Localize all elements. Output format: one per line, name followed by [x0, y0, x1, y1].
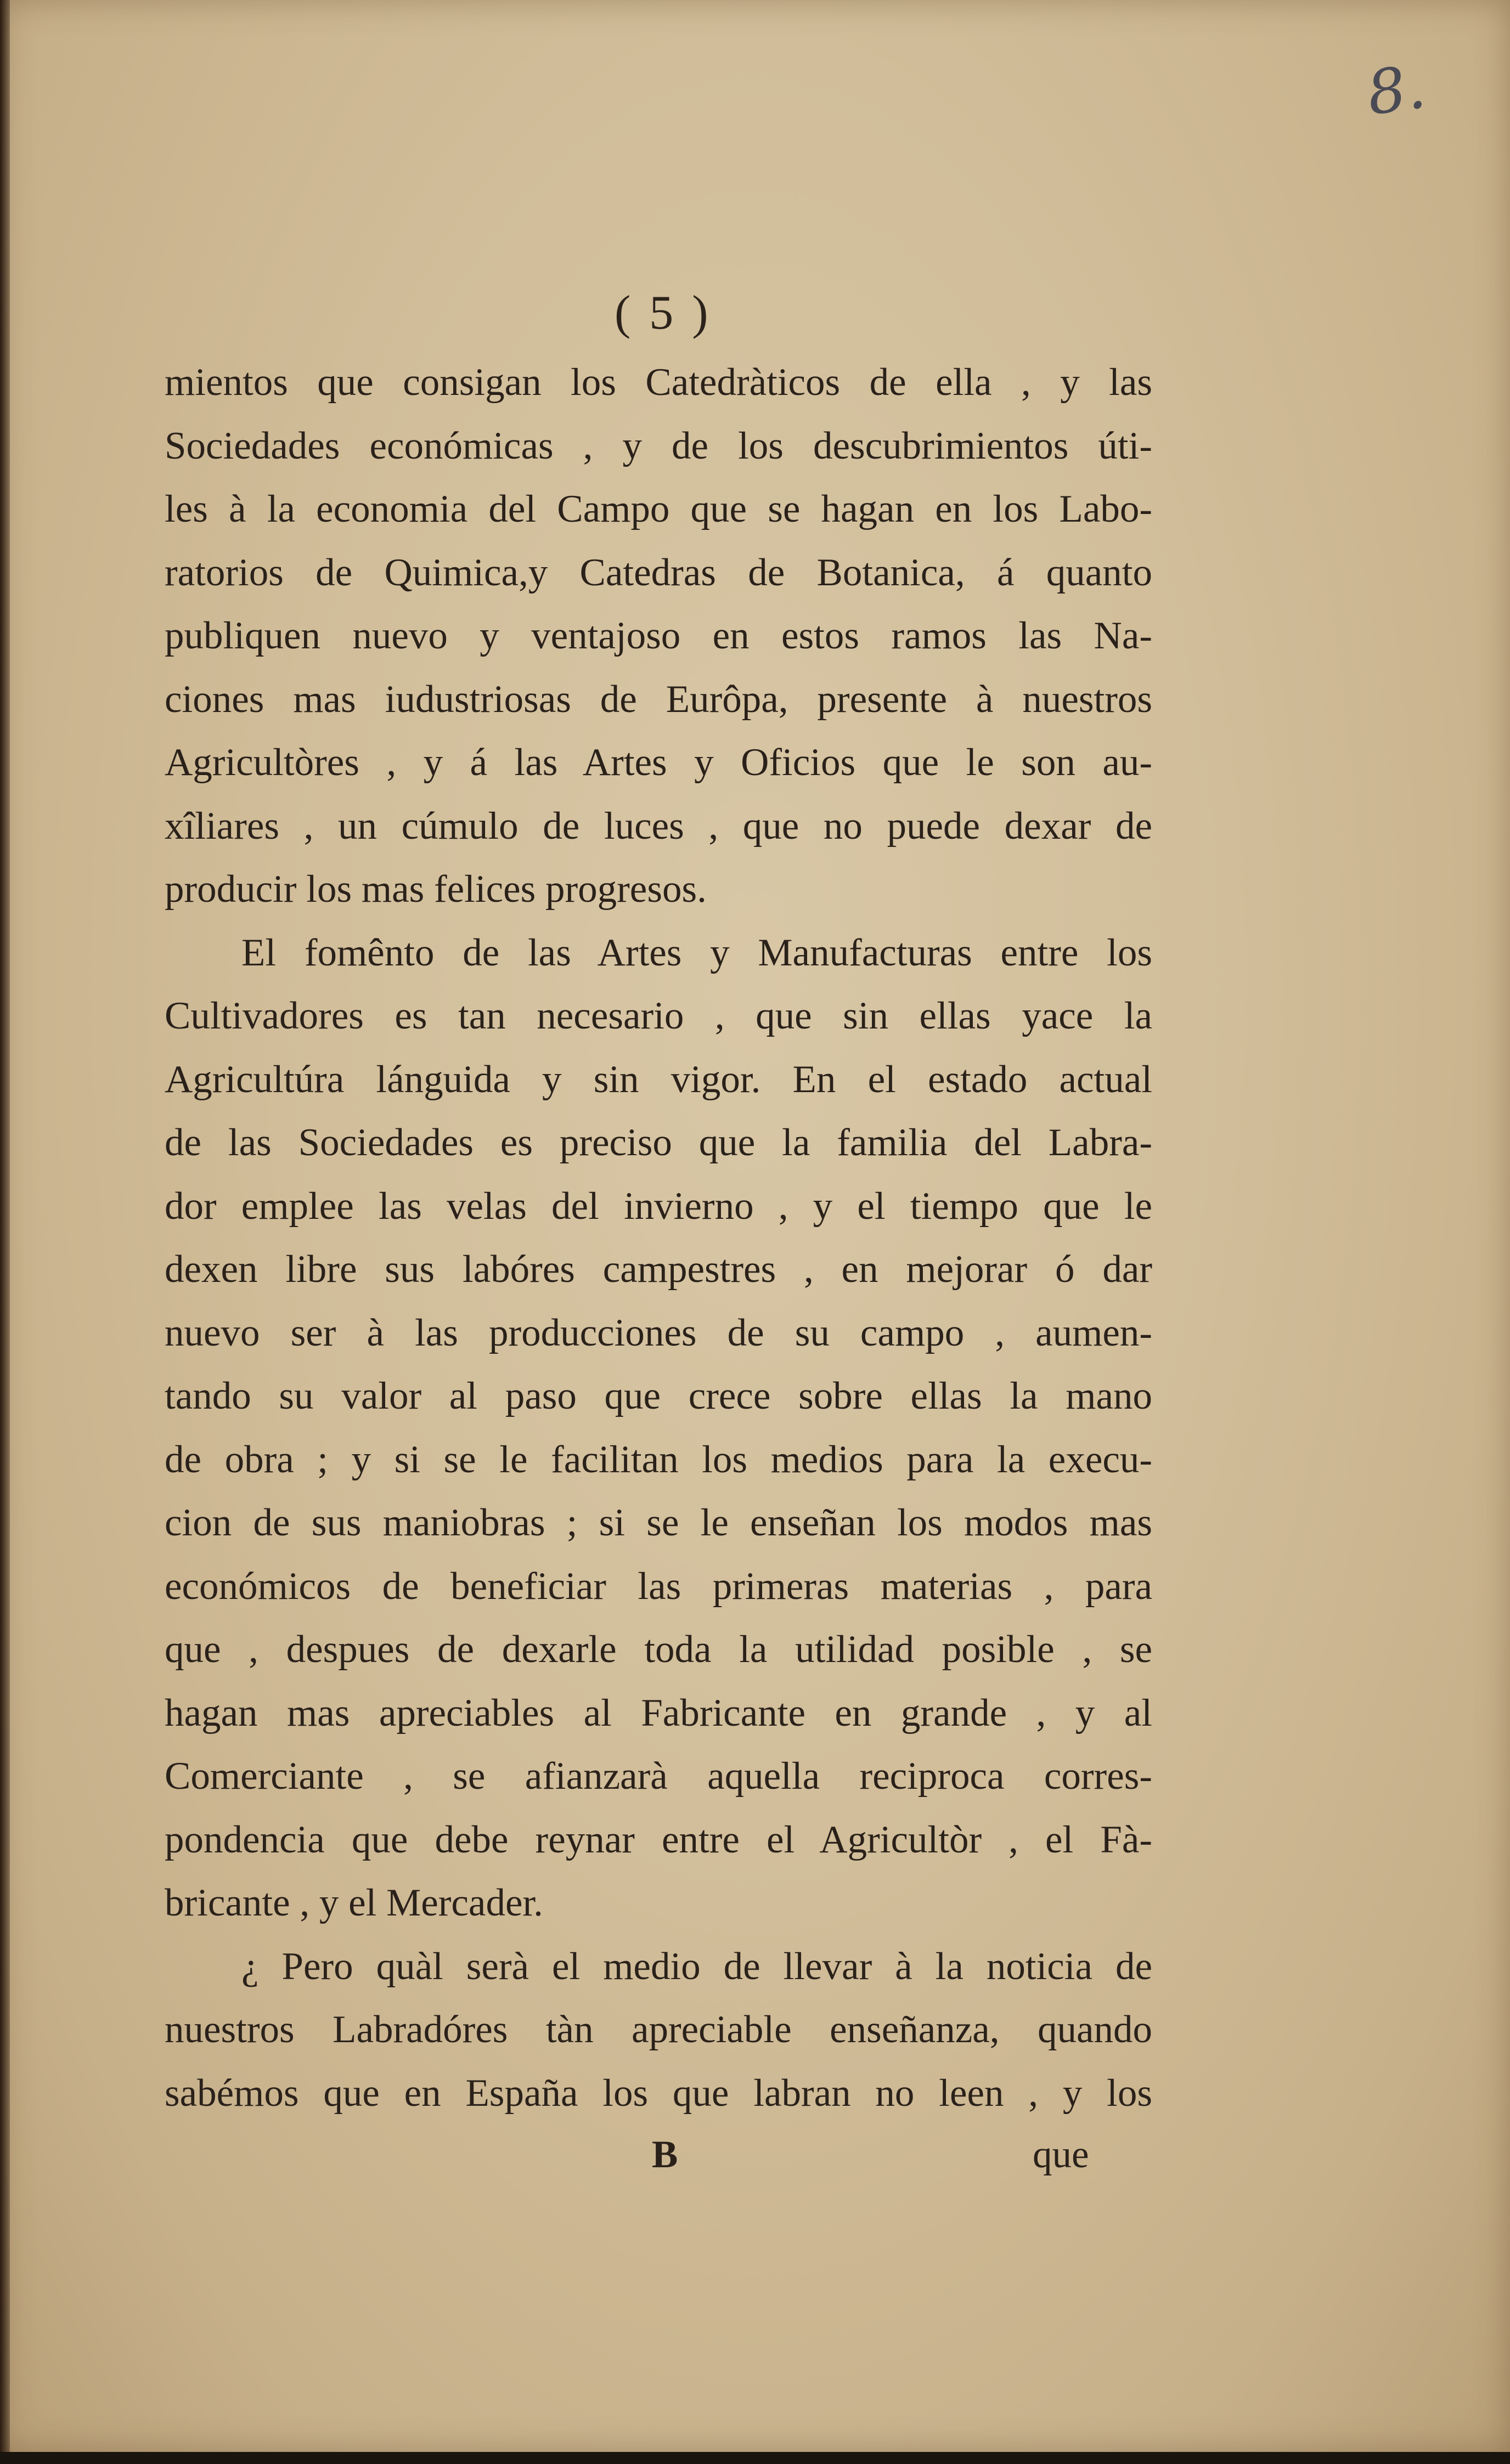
text-line: Agricultúra lánguida y sin vigor. En el estado actual: [165, 1058, 1152, 1101]
text-line: Sociedades económicas , y de los descubrimientos úti-: [165, 424, 1152, 467]
text-line: cion de sus maniobras ; si se le enseñan los modos mas: [165, 1501, 1152, 1544]
handwritten-page-number: 8.: [1362, 51, 1430, 129]
text-line: El fomênto de las Artes y Manufacturas entre los: [241, 931, 1152, 974]
text-line: sabémos que en España los que labran no leen , y los: [165, 2071, 1152, 2115]
text-line: dor emplee las velas del invierno , y el tiempo que le: [165, 1184, 1152, 1228]
text-line: xîliares , un cúmulo de luces , que no puede dexar de: [165, 804, 1152, 847]
text-line: producir los mas felices progresos.: [165, 868, 707, 911]
text-line: dexen libre sus labóres campestres , en mejorar ó dar: [165, 1248, 1152, 1291]
scan-edge: [0, 2452, 1510, 2464]
text-line: económicos de beneficiar las primeras materias , para: [165, 1564, 1152, 1608]
catchword: que: [1033, 2133, 1089, 2176]
text-line: que , despues de dexarle toda la utilidad posible , se: [165, 1628, 1152, 1671]
text-line: nuestros Labradóres tàn apreciable enseñanza, quando: [165, 2008, 1152, 2051]
text-line: ¿ Pero quàl serà el medio de llevar à la noticia de: [241, 1945, 1152, 1988]
text-line: Agricultòres , y á las Artes y Oficios que le son au-: [165, 741, 1152, 784]
text-line: publiquen nuevo y ventajoso en estos ramos las Na-: [165, 614, 1152, 657]
text-line: hagan mas apreciables al Fabricante en grande , y al: [165, 1691, 1152, 1734]
text-line: de obra ; y si se le facilitan los medios para la execu-: [165, 1438, 1152, 1481]
text-line: mientos que consigan los Catedràticos de ella , y las: [165, 361, 1152, 404]
text-line: bricante , y el Mercader.: [165, 1881, 543, 1924]
text-body: [165, 351, 1152, 2125]
printed-page-number: ( 5 ): [615, 286, 712, 340]
text-line: tando su valor al paso que crece sobre ellas la mano: [165, 1375, 1152, 1417]
text-line: pondencia que debe reynar entre el Agricultòr , el Fà-: [165, 1818, 1152, 1861]
text-line: nuevo ser à las producciones de su campo , aumen-: [165, 1311, 1152, 1354]
text-line: Cultivadores es tan necesario , que sin ellas yace la: [165, 994, 1152, 1037]
text-line: de las Sociedades es preciso que la familia del Labra-: [165, 1121, 1152, 1164]
signature-mark: B: [652, 2133, 678, 2176]
text-line: les à la economia del Campo que se hagan en los Labo-: [165, 488, 1152, 530]
text-line: Comerciante , se afianzarà aquella reciproca corres-: [165, 1755, 1152, 1798]
text-line: ciones mas iudustriosas de Eurôpa, presente à nuestros: [165, 677, 1152, 721]
text-line: ratorios de Quimica,y Catedras de Botanica, á quanto: [165, 551, 1152, 594]
